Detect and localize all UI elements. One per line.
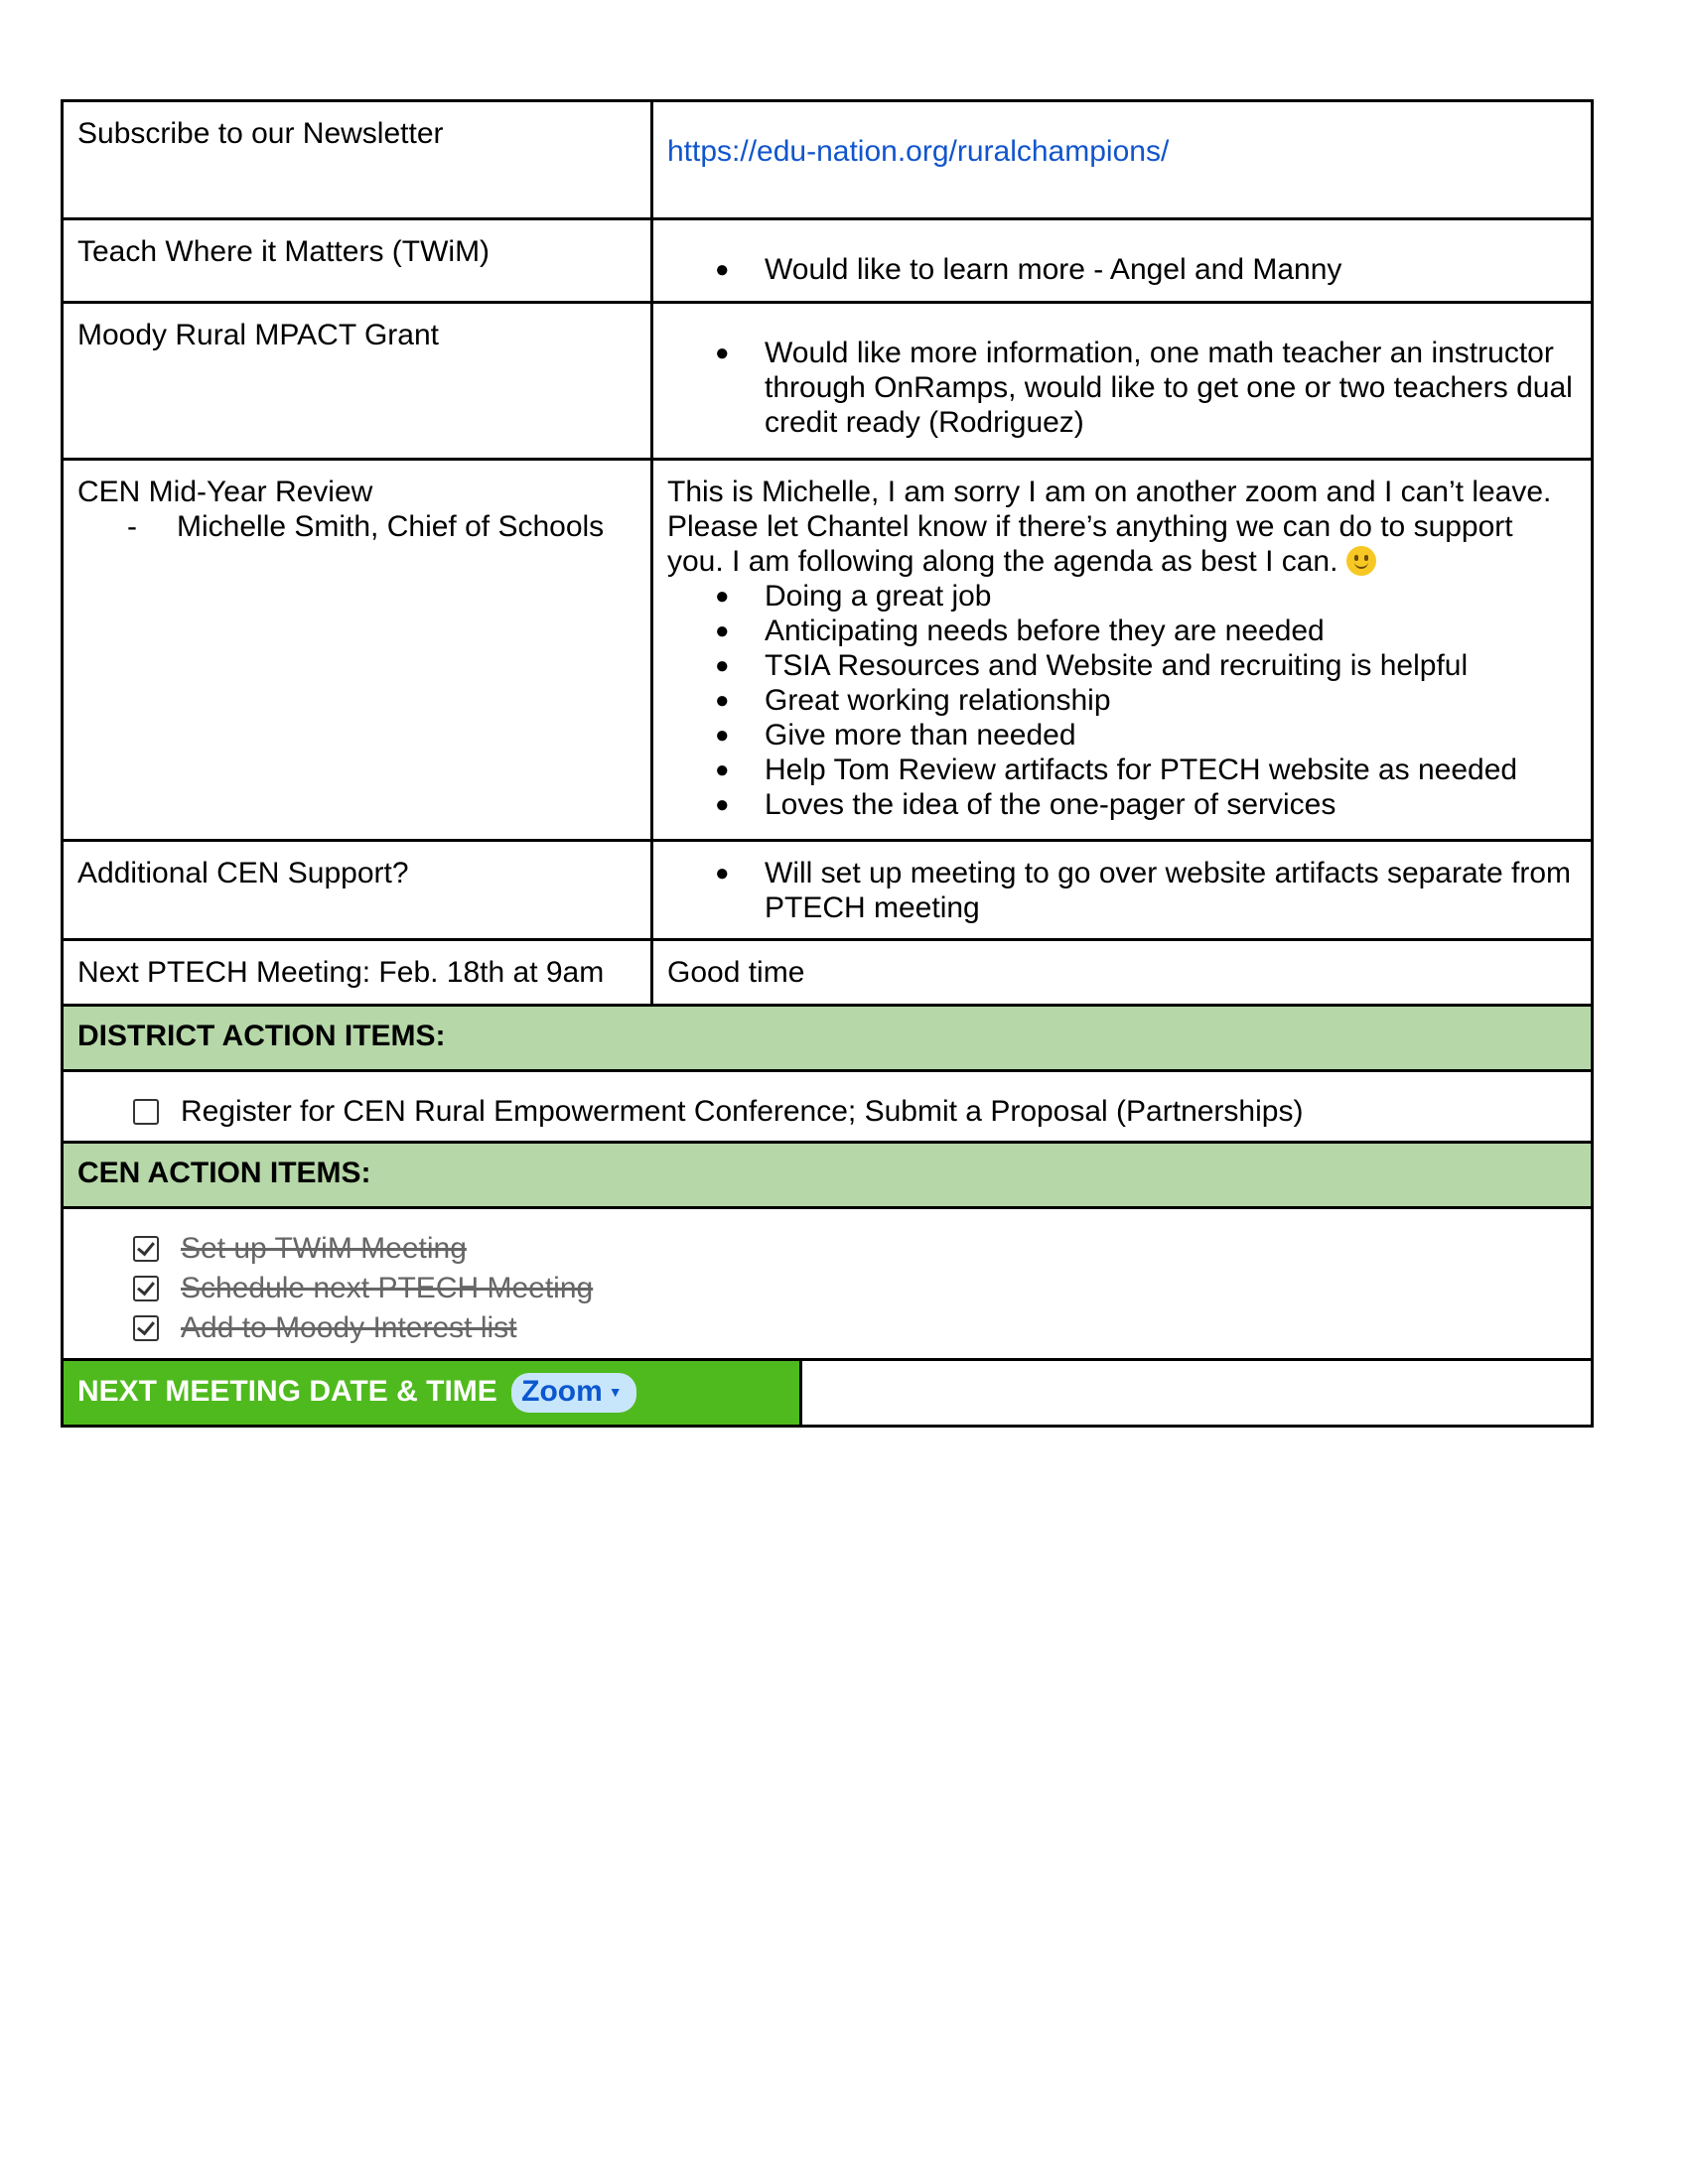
checklist-item xyxy=(133,1269,1577,1308)
checklist-item-text: Register for CEN Rural Empowerment Conference; Submit a Proposal (Partnerships) xyxy=(181,1095,1304,1128)
checkbox-checked-icon[interactable] xyxy=(133,1315,159,1341)
support-row xyxy=(63,841,1593,940)
meeting-notes-table xyxy=(61,99,1594,1428)
slightly-smiling-face-icon xyxy=(1346,546,1376,576)
list-item: ● Would like to learn more - Angel and Manny xyxy=(765,252,1577,287)
review-row xyxy=(63,460,1593,841)
next-ptech-value: Good time xyxy=(652,940,1593,1006)
zoom-chip[interactable] xyxy=(511,1373,636,1413)
district-header: DISTRICT ACTION ITEMS: xyxy=(63,1006,1593,1071)
next-ptech-label: Next PTECH Meeting: Feb. 18th at 9am xyxy=(63,940,652,1006)
support-label: Additional CEN Support? xyxy=(63,841,652,940)
list-item: ● Doing a great job xyxy=(765,579,1577,614)
review-sub-text: Michelle Smith, Chief of Schools xyxy=(177,510,605,543)
next-meeting-label: NEXT MEETING DATE & TIME xyxy=(77,1375,497,1408)
moody-row xyxy=(63,303,1593,460)
next-ptech-row xyxy=(63,940,1593,1006)
dash-marker: - xyxy=(127,510,137,543)
district-header-row xyxy=(63,1006,1593,1071)
review-intro xyxy=(667,475,1577,579)
twim-label: Teach Where it Matters (TWiM) xyxy=(63,219,652,303)
zoom-chip-label: Zoom xyxy=(521,1375,603,1408)
checkbox-checked-icon[interactable] xyxy=(133,1276,159,1301)
review-sub-item xyxy=(77,509,636,544)
cen-header-row xyxy=(63,1143,1593,1208)
checkbox-unchecked-icon[interactable] xyxy=(133,1099,159,1125)
checkbox-checked-icon[interactable] xyxy=(133,1236,159,1262)
checklist-item xyxy=(133,1229,1577,1269)
checklist-item xyxy=(133,1308,1577,1348)
newsletter-label: Subscribe to our Newsletter xyxy=(63,101,652,219)
twim-bullets xyxy=(667,252,1577,287)
moody-bullets xyxy=(667,336,1577,440)
list-item: ● Give more than needed xyxy=(765,718,1577,752)
review-label: CEN Mid-Year Review xyxy=(77,476,373,508)
district-items-row xyxy=(63,1071,1593,1143)
next-meeting-value[interactable] xyxy=(801,1360,1593,1427)
review-bullets xyxy=(667,579,1577,822)
checklist-item-text: Add to Moody Interest list xyxy=(181,1311,517,1344)
list-item: ● Will set up meeting to go over website artifacts separate from PTECH meeting xyxy=(765,856,1577,925)
twim-row xyxy=(63,219,1593,303)
list-item: ● Great working relationship xyxy=(765,683,1577,718)
checklist-item-text: Schedule next PTECH Meeting xyxy=(181,1272,594,1304)
moody-label: Moody Rural MPACT Grant xyxy=(63,303,652,460)
list-item: ● Would like more information, one math teacher an instructor through OnRamps, would like to get one or two teachers dual credit ready (Rodriguez) xyxy=(765,336,1577,440)
newsletter-row xyxy=(63,101,1593,219)
next-meeting-row xyxy=(63,1360,1593,1427)
list-item: ● Help Tom Review artifacts for PTECH website as needed xyxy=(765,752,1577,787)
list-item: ● Anticipating needs before they are needed xyxy=(765,614,1577,648)
cen-items-row xyxy=(63,1208,1593,1360)
chevron-down-icon: ▼ xyxy=(608,1384,623,1400)
review-intro-text: This is Michelle, I am sorry I am on another zoom and I can’t leave. Please let Chantel know if there’s anything we can do to support you. I am following along the agenda as best I can. xyxy=(667,476,1552,578)
list-item: ● Loves the idea of the one-pager of services xyxy=(765,787,1577,822)
list-item: ● TSIA Resources and Website and recruiting is helpful xyxy=(765,648,1577,683)
checklist-item-text: Set up TWiM Meeting xyxy=(181,1232,467,1265)
checklist-item xyxy=(133,1094,1577,1129)
cen-header: CEN ACTION ITEMS: xyxy=(63,1143,1593,1208)
newsletter-link[interactable]: https://edu-nation.org/ruralchampions/ xyxy=(667,135,1170,168)
support-bullets xyxy=(667,856,1577,925)
